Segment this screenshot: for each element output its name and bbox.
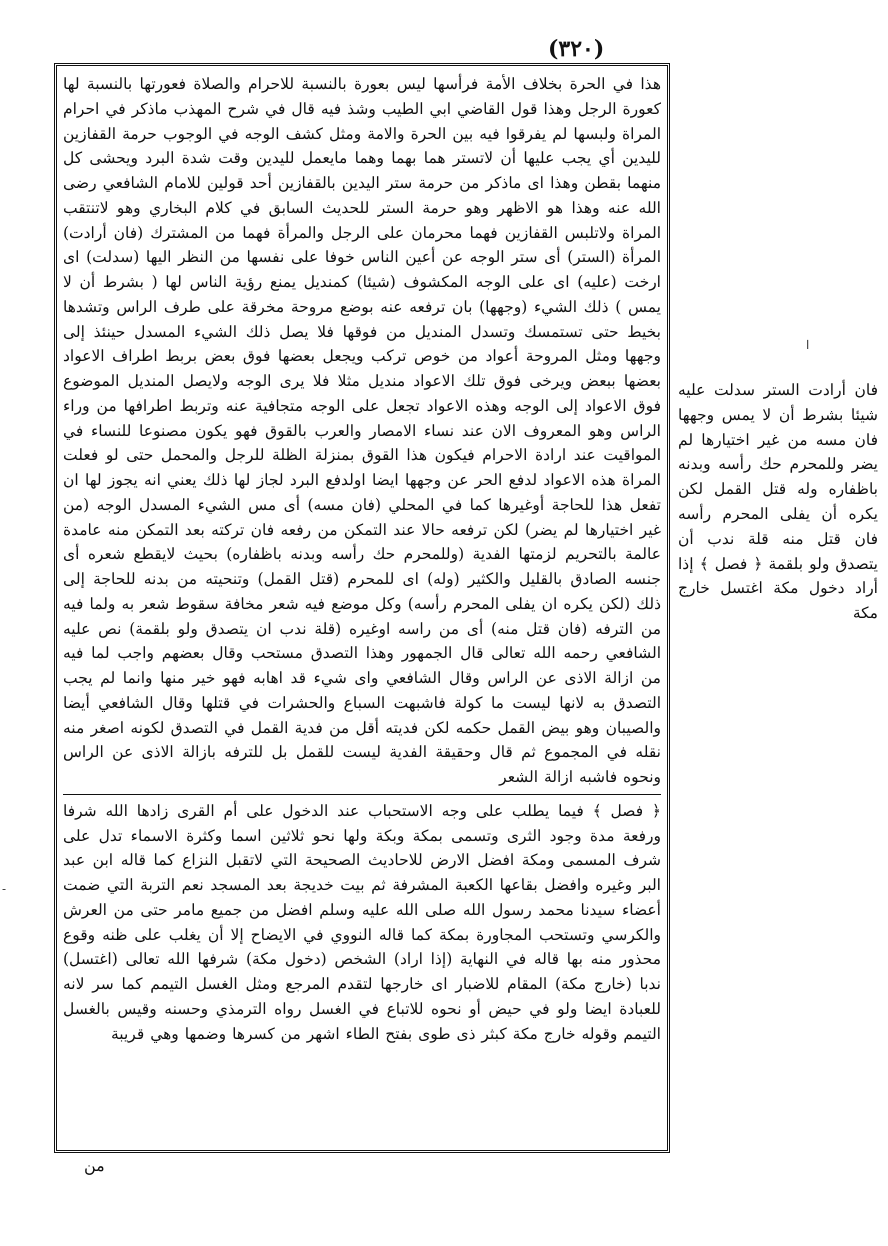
page-number: (٣٢٠) <box>548 36 605 62</box>
catchword: من <box>84 1156 105 1175</box>
main-paragraph-2: ﴿ فصل ﴾ فيما يطلب على وجه الاستحباب عند الدخول على أم القرى زادها الله شرفا ورفعة مدة وجود الثرى وتسمى بمكة وبكة ولها نحو ثلاثين اسما وكثرة الاسماء تدل على شرف المسمى ومكة افضل الارض للاحاديث الصحيحة التي لاتقبل النزاع كما قاله ابن عبد البر وغيره وافضل بقاعها الكعبة المشرفة ثم بيت خديجة بعد المسجد نعم التربة التي ضمت أعضاء سيدنا محمد رسول الله صلى الله عليه وسلم افضل من جميع مامر حتى من العرش والكرسي وتستحب المجاورة بمكة كما قاله النووي في الايضاح إلا أن يغلب على ظنه وقوع محذور منه بها قاله في النهاية (إذا اراد) الشخص (دخول مكة) شرفها الله تعالى (اغتسل) ندبا (خارج مكة) المقام للاضبار اى خارجها لتقدم المرجع ومثل الغسل التيمم كما سر لانه للعبادة ايضا ولو في حيض أو نحوه للاتباع في الغسل رواه الترمذي وحسنه وقيس بالغسل التيمم وقوله خارج مكة كبثر ذى طوى بفتح الطاء اشهر من كسرها وضمها وهي قريبة <box>63 801 661 1043</box>
main-paragraph-1: هذا في الحرة بخلاف الأمة فرأسها ليس بعورة بالنسبة للاحرام والصلاة فعورتها بالنسبة لها كعورة الرجل وهذا قول القاضي ابي الطيب وشذ فيه قال في شرح المهذب ماذكر في احرام المراة ولبسها لم يفرقوا فيه بين الحرة والامة ومثل كشف الوجه في الوجوب حرمة القفازين لليدين أي يجب عليها أن لاتستر هما بهما وهما مايعمل لليدين وقت شدة البرد ويحشى كل منهما بقطن وهذا اى ماذكر من حرمة ستر اليدين بالقفازين أحد قولين للامام الشافعي رضى الله عنه وهذا هو الاظهر وهو حرمة الستر للحديث السابق في كلام البخاري وهو لاتنتقب المراة ولاتلبس القفازين فهما محرمان على الرجل والمرأة فهما من المشترك (فان أرادت) المرأة (الستر) أى ستر الوجه عن أعين الناس خوفا على نفسها من النظر اليها (سدلت) اى ارخت (عليه) اى على الوجه المكشوف (شيئا) كمنديل يمنع رؤية الناس لها ( بشرط أن لا يمس ) ذلك الشيء (وجهها) بان ترفعه عنه بوضع مروحة مخرقة على طرف الراس وتشدها بخيط حتى تستمسك وتسدل المنديل من فوقها فلا يصل ذلك الشيء المسدل حينئذ إلى وجهها ومثل المروحة أعواد من خوص تركب ويجعل بعضها فوق بعض بربط اطراف الاعواد بعضها ببعض ويرخى فوق تلك الاعواد منديل مثلا فلا يرى الوجه ولايصل المنديل الموضوع فوق الاعواد إلى الوجه وهذه الاعواد تجعل على الوجه متجافية عنه وتربط اطرافها من وراء الراس وهو المعروف الان عند نساء الامصار والعرب بالقوق فهو يكون مصنوعا للنساء في المواقيت عند ارادة الاحرام فيكون هذا القوق بمنزلة الظلة للرجل والمحمل حتى لو فعلت المراة هذه الاعواد لدفع الحر عن وجهها ايضا اولدفع البرد لجاز لها ذلك يعني انه يجوز لها ان تفعل هذا للحاجة أوغيرها كما في المحلي (فان مسه) أى مس الشيء المسدل الوجه (من غير اختيارها لم يضر) لكن ترفعه حالا عند التمكن من رفعه فان تركته بعد التمكن منه عامدة عالمة بالتحريم لزمتها الفدية (وللمحرم حك رأسه وبدنه باظفاره) بحيث لايقطع شعره أى جنسه الصادق بالقليل والكثير (وله) اى للمحرم (قتل القمل) وتنحيته من بدنه للحاجة إلى ذلك (لكن يكره ان يفلى المحرم رأسه) وكل موضع فيه شعر مخافة سقوط شعر به ولما فيه من الترفه (فان قتل منه) أى من راسه اوغيره (قلة ندب ان يتصدق ولو بلقمة) نص عليه الشافعي رحمه الله تعالى قال الجمهور وهذا التصدق مستحب وقال بعضهم واجب لما فيه من ازالة الاذى عن الراس وقال الشافعي واى شيء قد اهابه فهو خير منها وانما لم يجب التصدق به لانها ليست ما كولة فاشبهت السباع والحشرات في قتلها وقال الشافعي أيضا والصيبان وهو بيض القمل حكمه لكن فديته أقل من فدية القمل في التصدق لكونه اصغر منه نقله في المجموع ثم قال وحقيقة الفدية ليست للقمل بل للترفه بازالة الاذى عن الراس ونحوه فاشبه ازالة الشعر <box>63 75 661 786</box>
main-text-body <box>63 72 661 1142</box>
left-edge-mark: - <box>2 882 7 896</box>
section-divider <box>63 794 661 795</box>
margin-paragraph: فان أرادت الستر سدلت عليه شيئا بشرط أن لا يمس وجهها فان مسه من غير اختيارها لم يضر وللمحرم حك رأسه وبدنه باظفاره وله قتل القمل لكن يكره أن يفلى المحرم رأسه فان قتل منه قلة ندب أن يتصدق ولو بلقمة ﴿ فصل ﴾ إذا أراد دخول مكة اغتسل خارج مكة <box>678 381 878 623</box>
margin-matn-text <box>678 378 878 626</box>
main-text-frame <box>54 63 670 1153</box>
margin-tick-mark: ا <box>806 338 810 352</box>
